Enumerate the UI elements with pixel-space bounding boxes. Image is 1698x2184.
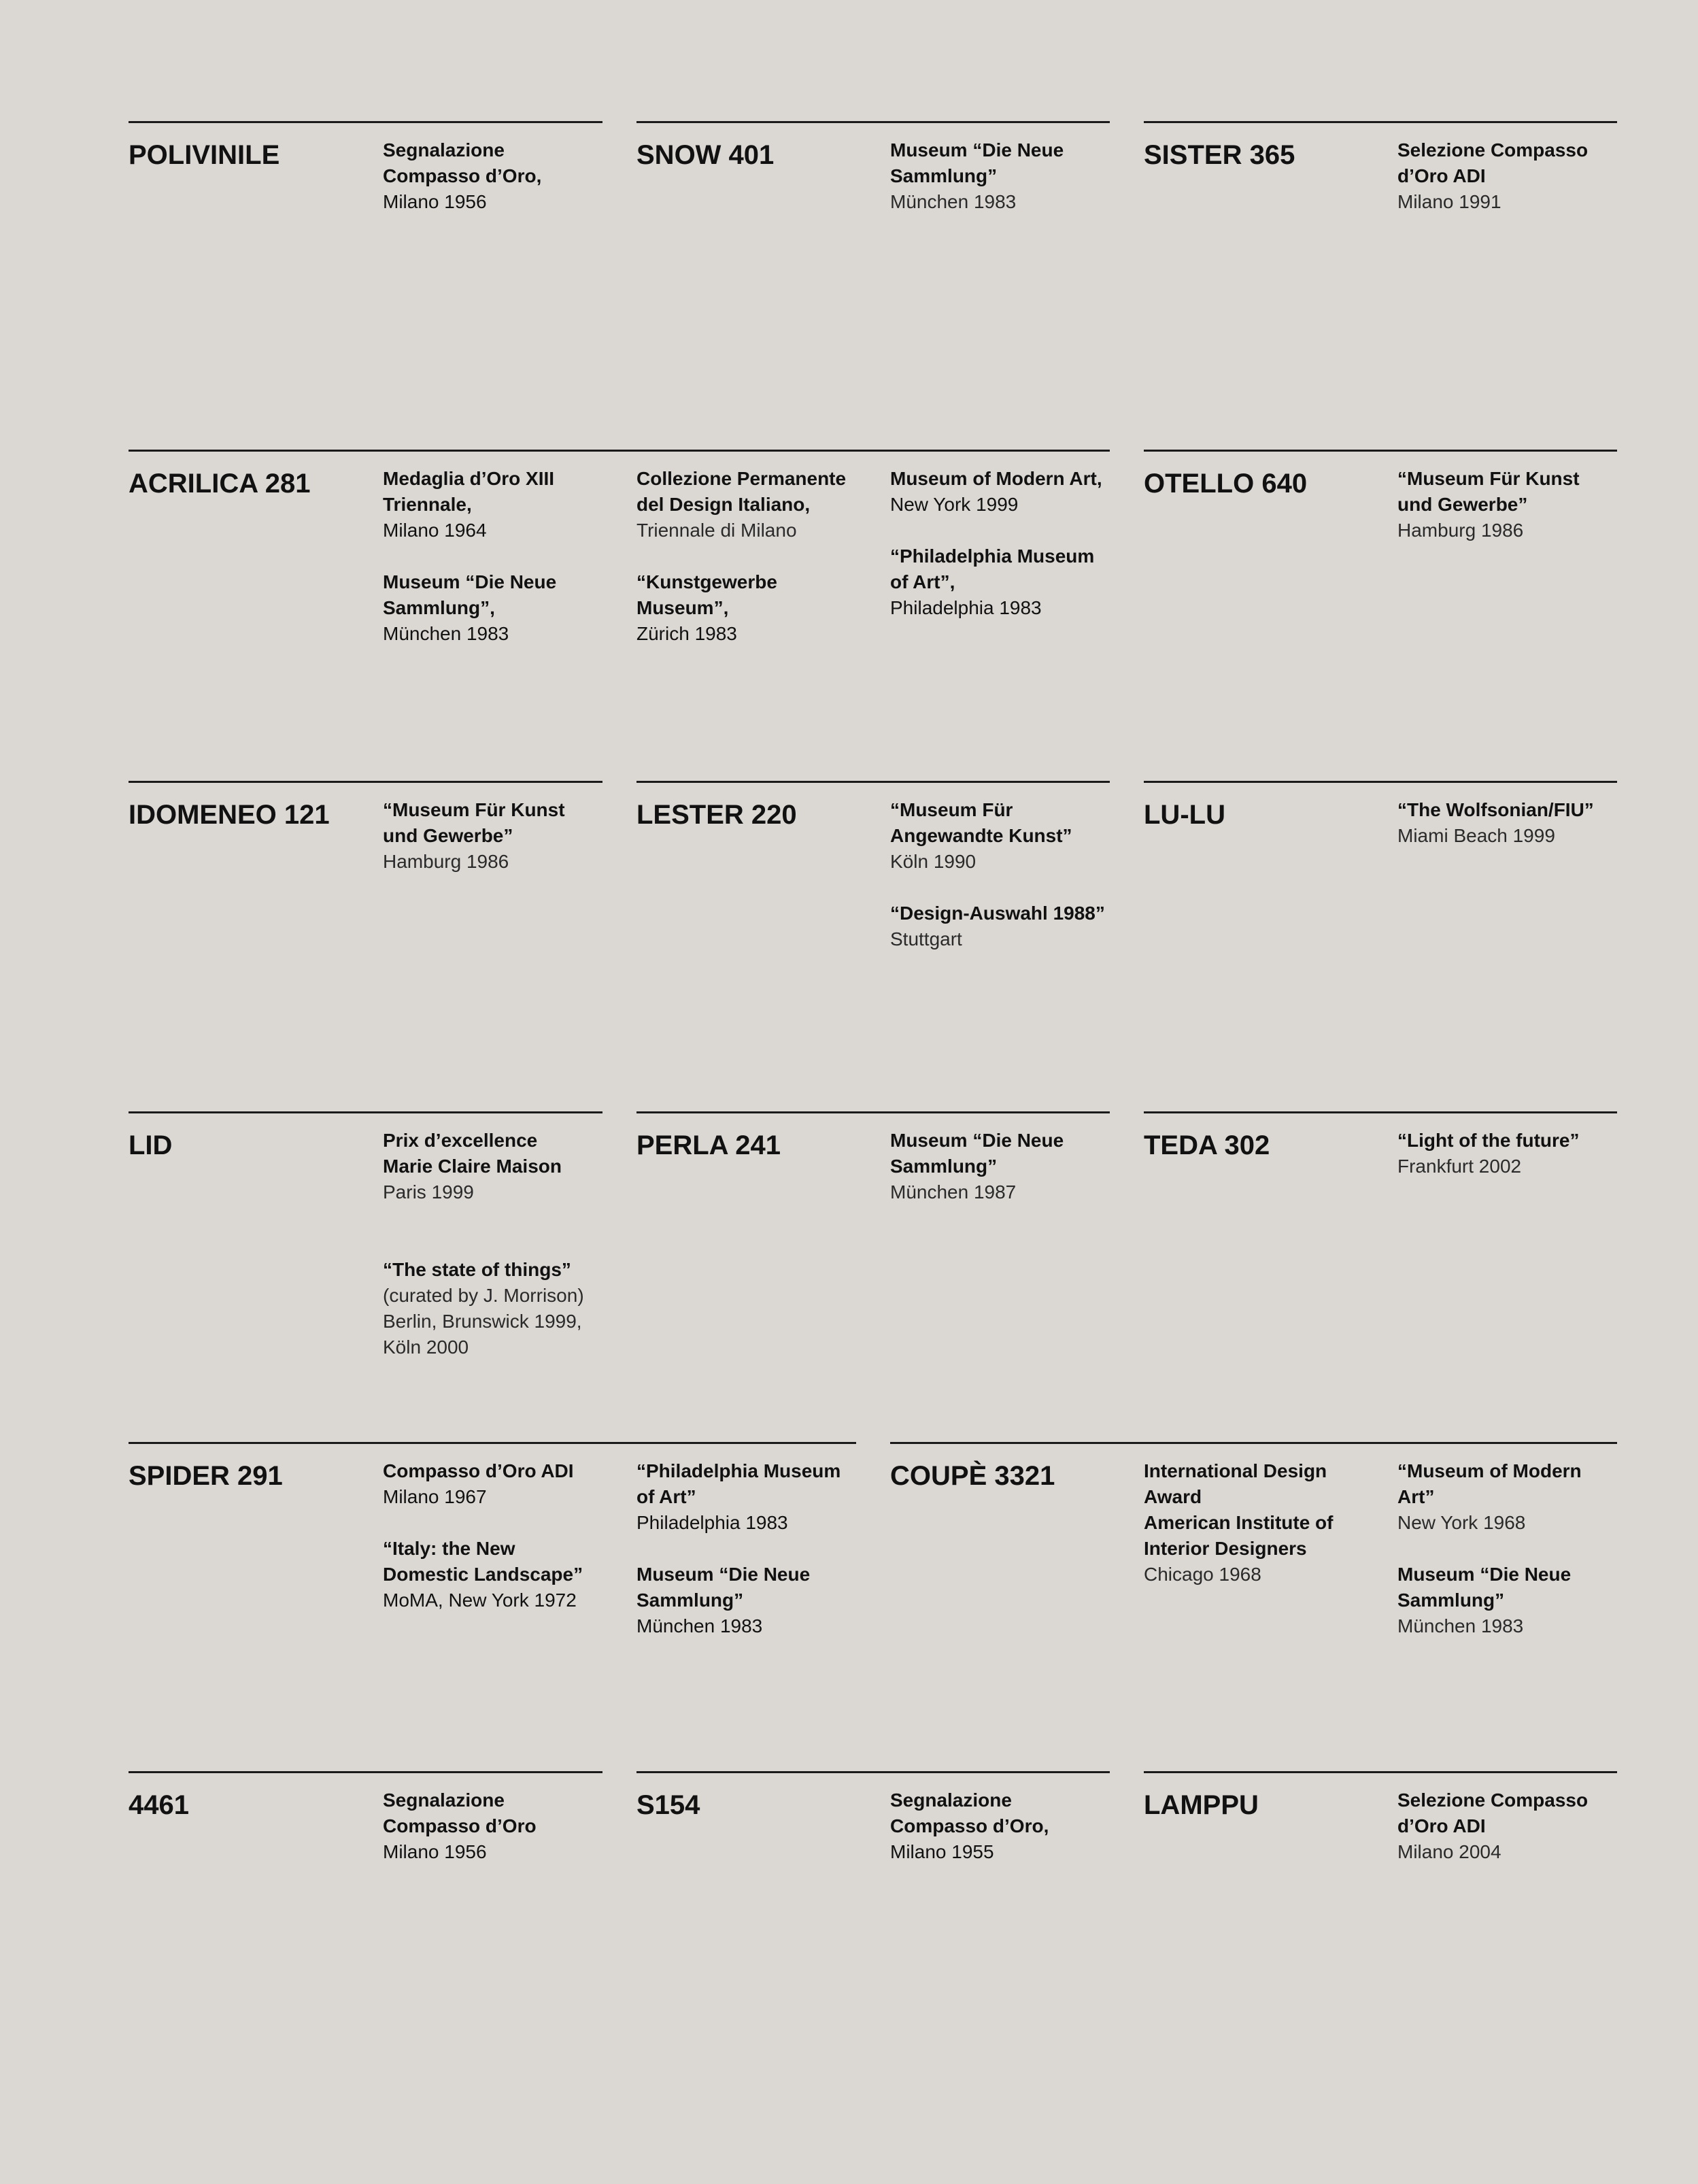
product-title: OTELLO 640 — [1144, 469, 1308, 499]
cell-rule — [636, 121, 1110, 123]
award-line: München 1983 — [890, 191, 1017, 212]
award-line: “Museum Für Kunst — [1397, 468, 1580, 489]
spacer — [383, 1510, 617, 1536]
award-line: Stuttgart — [890, 928, 962, 950]
award-line: und Gewerbe” — [383, 825, 513, 846]
award-line: Art” — [1397, 1486, 1435, 1507]
spacer — [383, 543, 617, 569]
award-line: MoMA, New York 1972 — [383, 1590, 577, 1611]
award-line: Domestic Landscape” — [383, 1564, 583, 1585]
award-line: Chicago 1968 — [1144, 1564, 1261, 1585]
award-line: Sammlung”, — [383, 597, 495, 618]
award-list — [1397, 1458, 1632, 1639]
cell-rule — [1144, 450, 1617, 452]
product-title: 4461 — [129, 1790, 189, 1820]
cell-rule — [129, 1771, 602, 1773]
cell-rule — [129, 121, 602, 123]
award-line: Compasso d’Oro — [383, 1815, 537, 1836]
spacer — [890, 875, 1125, 901]
product-title: TEDA 302 — [1144, 1130, 1270, 1160]
cell-rule — [129, 1111, 602, 1113]
award-list — [1397, 1128, 1632, 1179]
award-line: Compasso d’Oro, — [890, 1815, 1049, 1836]
award-list — [1144, 1458, 1378, 1587]
cell-rule — [636, 1771, 1110, 1773]
award-line: Milano 1956 — [383, 191, 487, 212]
product-title: IDOMENEO 121 — [129, 800, 330, 830]
award-line: Milano 1991 — [1397, 191, 1501, 212]
award-line: Museum of Modern Art, — [890, 468, 1102, 489]
award-line: Segnalazione — [383, 139, 505, 161]
award-line: (curated by J. Morrison) — [383, 1285, 584, 1306]
award-line: Museum”, — [636, 597, 729, 618]
award-line: “Light of the future” — [1397, 1130, 1580, 1151]
award-line: “Museum Für Kunst — [383, 799, 565, 820]
spacer — [1397, 1536, 1632, 1562]
award-line: Milano 1964 — [383, 520, 487, 541]
cell-rule — [129, 1442, 856, 1444]
product-title: SPIDER 291 — [129, 1461, 283, 1491]
award-line: d’Oro ADI — [1397, 1815, 1486, 1836]
award-line: Segnalazione — [383, 1790, 505, 1811]
award-line: “Philadelphia Museum — [890, 545, 1095, 567]
product-title: POLIVINILE — [129, 140, 280, 170]
award-list — [383, 137, 617, 215]
award-line: Museum “Die Neue — [1397, 1564, 1572, 1585]
award-line: d’Oro ADI — [1397, 165, 1486, 186]
award-line: “Italy: the New — [383, 1538, 515, 1559]
cell-rule — [1144, 781, 1617, 783]
award-line: Sammlung” — [636, 1590, 744, 1611]
award-line: International Design — [1144, 1460, 1327, 1481]
product-title: LAMPPU — [1144, 1790, 1259, 1820]
award-line: “The Wolfsonian/FIU” — [1397, 799, 1594, 820]
award-line: New York 1968 — [1397, 1512, 1526, 1533]
award-line: Milano 1955 — [890, 1841, 994, 1862]
award-list — [890, 797, 1125, 952]
award-list — [1397, 137, 1632, 215]
product-title: LU-LU — [1144, 800, 1225, 830]
award-line: Paris 1999 — [383, 1181, 474, 1203]
award-line: Marie Claire Maison — [383, 1156, 562, 1177]
award-line: “Museum Für — [890, 799, 1013, 820]
award-line: Milano 2004 — [1397, 1841, 1501, 1862]
award-line: Sammlung” — [890, 165, 998, 186]
award-line: München 1983 — [383, 623, 509, 644]
award-line: Köln 1990 — [890, 851, 977, 872]
product-title: PERLA 241 — [636, 1130, 781, 1160]
spacer — [636, 543, 871, 569]
award-list — [890, 137, 1125, 215]
award-line: München 1987 — [890, 1181, 1017, 1203]
spacer — [636, 1536, 871, 1562]
product-title: LESTER 220 — [636, 800, 797, 830]
award-line: del Design Italiano, — [636, 494, 811, 515]
award-list — [383, 466, 617, 647]
award-line: München 1983 — [636, 1615, 763, 1636]
award-list — [1397, 1787, 1632, 1865]
product-title: S154 — [636, 1790, 700, 1820]
award-line: Compasso d’Oro ADI — [383, 1460, 574, 1481]
award-line: Award — [1144, 1486, 1202, 1507]
award-line: Interior Designers — [1144, 1538, 1307, 1559]
award-line: Museum “Die Neue — [383, 571, 557, 592]
award-line: of Art”, — [890, 571, 955, 592]
award-line: “Museum of Modern — [1397, 1460, 1582, 1481]
award-line: of Art” — [636, 1486, 696, 1507]
award-line: Frankfurt 2002 — [1397, 1156, 1522, 1177]
award-list — [383, 1787, 617, 1865]
award-list — [383, 1458, 617, 1613]
award-list — [383, 797, 617, 875]
award-line: “Kunstgewerbe — [636, 571, 777, 592]
product-title: SISTER 365 — [1144, 140, 1295, 170]
award-line: Segnalazione — [890, 1790, 1012, 1811]
cell-rule — [1144, 1111, 1617, 1113]
award-line: Collezione Permanente — [636, 468, 847, 489]
award-line: “The state of things” — [383, 1259, 571, 1280]
award-line: Selezione Compasso — [1397, 1790, 1589, 1811]
cell-rule — [1144, 1771, 1617, 1773]
product-title: SNOW 401 — [636, 140, 775, 170]
award-line: Medaglia d’Oro XIII — [383, 468, 555, 489]
award-line: Miami Beach 1999 — [1397, 825, 1555, 846]
award-list — [383, 1128, 617, 1360]
cell-rule — [636, 1111, 1110, 1113]
award-line: Angewandte Kunst” — [890, 825, 1072, 846]
award-line: Sammlung” — [1397, 1590, 1505, 1611]
product-title: COUPÈ 3321 — [890, 1461, 1055, 1491]
award-line: Compasso d’Oro, — [383, 165, 542, 186]
award-line: New York 1999 — [890, 494, 1019, 515]
award-line: München 1983 — [1397, 1615, 1524, 1636]
award-line: Hamburg 1986 — [383, 851, 509, 872]
award-line: Selezione Compasso — [1397, 139, 1589, 161]
award-line: Köln 2000 — [383, 1337, 469, 1358]
award-line: “Philadelphia Museum — [636, 1460, 841, 1481]
award-line: Sammlung” — [890, 1156, 998, 1177]
award-line: Museum “Die Neue — [890, 1130, 1064, 1151]
award-line: American Institute of — [1144, 1512, 1334, 1533]
product-title: LID — [129, 1130, 173, 1160]
award-line: Museum “Die Neue — [890, 139, 1064, 161]
award-line: Museum “Die Neue — [636, 1564, 811, 1585]
spacer — [890, 518, 1125, 543]
award-line: Philadelphia 1983 — [636, 1512, 788, 1533]
award-line: Milano 1967 — [383, 1486, 487, 1507]
cell-rule — [636, 781, 1110, 783]
award-line: Triennale, — [383, 494, 472, 515]
award-line: Milano 1956 — [383, 1841, 487, 1862]
award-list — [890, 1787, 1125, 1865]
award-line: Hamburg 1986 — [1397, 520, 1524, 541]
cell-rule — [890, 1442, 1617, 1444]
cell-rule — [1144, 121, 1617, 123]
award-line: und Gewerbe” — [1397, 494, 1528, 515]
award-line: Zürich 1983 — [636, 623, 737, 644]
cell-rule — [129, 450, 1110, 452]
award-list — [1397, 797, 1632, 849]
award-list — [1397, 466, 1632, 543]
cell-rule — [129, 781, 602, 783]
award-list — [636, 1458, 871, 1639]
award-list — [890, 466, 1125, 621]
award-line: Berlin, Brunswick 1999, — [383, 1311, 582, 1332]
award-list — [890, 1128, 1125, 1205]
award-list — [636, 466, 871, 647]
award-line: “Design-Auswahl 1988” — [890, 903, 1105, 924]
award-line: Prix d’excellence — [383, 1130, 538, 1151]
award-line: Philadelphia 1983 — [890, 597, 1042, 618]
product-title: ACRILICA 281 — [129, 469, 311, 499]
spacer — [383, 1205, 617, 1257]
award-line: Triennale di Milano — [636, 520, 797, 541]
